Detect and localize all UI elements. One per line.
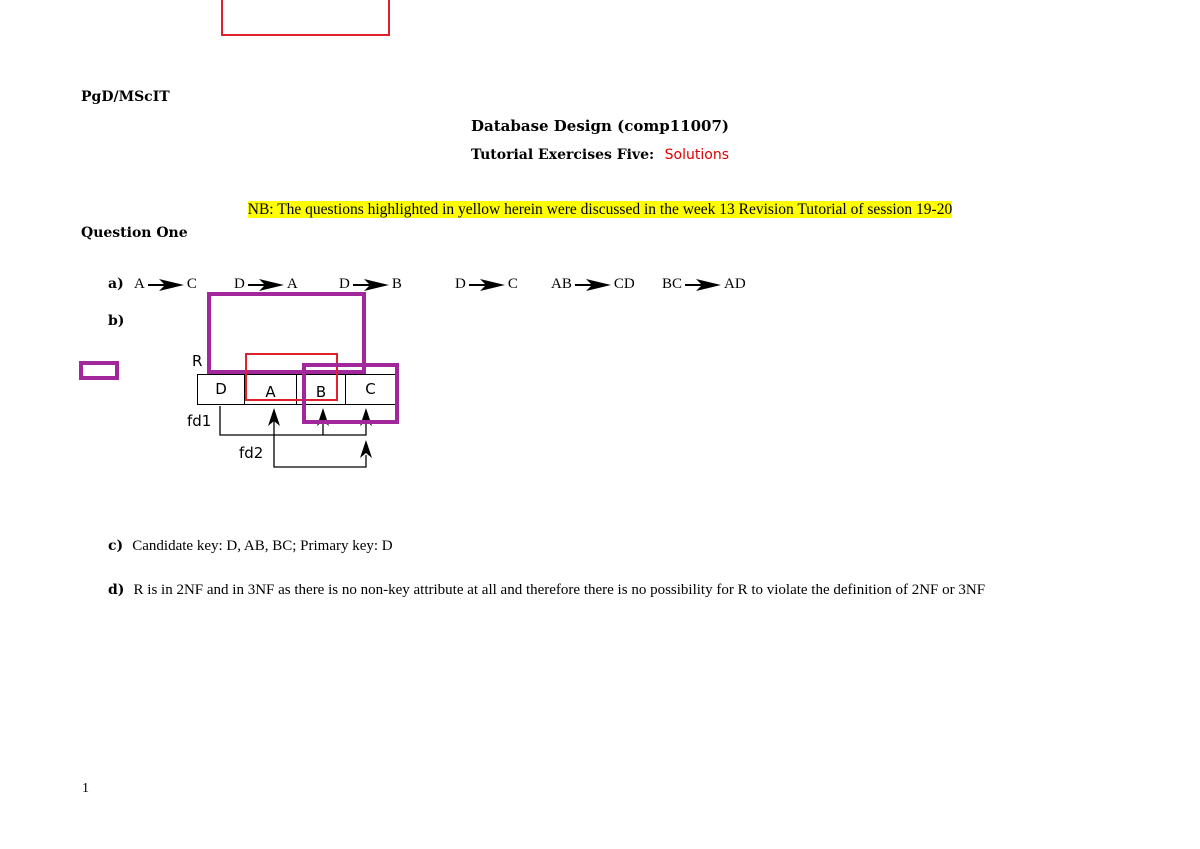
fd-left: A <box>134 276 145 292</box>
title-text: Database Design (comp11007) <box>471 117 729 135</box>
question-heading: Question One <box>81 225 188 241</box>
part-c-text: Candidate key: D, AB, BC; Primary key: D <box>132 538 393 554</box>
fd1-label: fd1 <box>187 412 212 430</box>
fd2-connector <box>274 435 366 467</box>
arrow-right-icon <box>247 278 285 292</box>
attribute-label: B <box>315 383 327 401</box>
document-title <box>0 117 1200 135</box>
attribute-label: D <box>215 380 227 398</box>
fd2-label: fd2 <box>239 444 264 462</box>
fd-item <box>234 276 298 293</box>
part-d-text: R is in 2NF and in 3NF as there is no non-key attribute at all and therefore there is no possibility for R to violate the definition of 2NF or 3NF <box>133 582 986 598</box>
fd-right: CD <box>613 276 635 292</box>
arrow-right-icon <box>352 278 390 292</box>
arrow-right-icon <box>468 278 506 292</box>
part-c-label: c) <box>108 538 124 554</box>
part-c <box>108 535 393 555</box>
note-line <box>0 199 1200 219</box>
purple-annotation-box-bc <box>302 363 399 424</box>
course-label: PgD/MScIT <box>81 89 170 105</box>
red-annotation-box-top <box>221 0 390 36</box>
part-d-label: d) <box>108 582 125 598</box>
fd-right: B <box>391 276 402 292</box>
attribute-label: A <box>265 383 276 401</box>
part-b-label: b) <box>108 313 125 329</box>
fd-right: A <box>286 276 298 292</box>
fd-item <box>455 276 518 293</box>
fd-right: AD <box>724 276 746 292</box>
subtitle <box>0 147 1200 163</box>
fd-left: D <box>339 276 350 292</box>
fd-left: AB <box>551 276 572 292</box>
highlighted-note: NB: The questions highlighted in yellow herein were discussed in the week 13 Revision Tutorial of session 19-20 <box>247 201 953 218</box>
arrow-right-icon <box>574 278 612 292</box>
part-d <box>108 579 985 599</box>
fd-right: C <box>186 276 197 292</box>
fd-left: D <box>234 276 245 292</box>
relation-label: R <box>192 352 203 370</box>
subtitle-solutions: Solutions <box>664 147 729 163</box>
arrow-right-icon <box>147 278 185 292</box>
purple-annotation-box-small <box>79 361 119 380</box>
fd-item <box>339 276 402 293</box>
page-number: 1 <box>82 781 89 796</box>
fd-left: D <box>455 276 466 292</box>
attribute-label: C <box>365 380 376 398</box>
subtitle-prefix: Tutorial Exercises Five: <box>470 147 655 163</box>
fd-item <box>551 276 635 293</box>
arrow-right-icon <box>684 278 722 292</box>
fd-item <box>662 276 746 293</box>
part-a-label: a) <box>108 276 124 292</box>
fd-right: C <box>507 276 518 292</box>
fd-item <box>134 276 197 293</box>
fd-left: BC <box>662 276 683 292</box>
